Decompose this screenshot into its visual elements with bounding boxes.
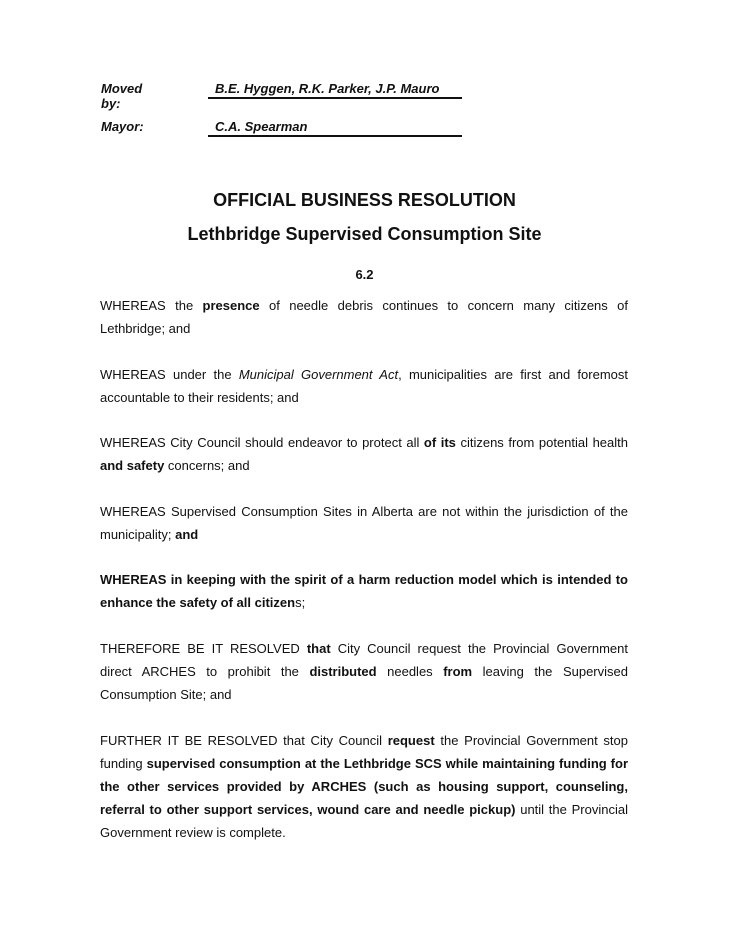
document-title: OFFICIAL BUSINESS RESOLUTION — [213, 190, 516, 210]
text-span: WHEREAS Supervised Consumption Sites in Alberta are not within the jurisdiction of the municipality; — [100, 504, 628, 542]
whereas-paragraph-4 — [100, 500, 628, 546]
whereas-paragraph-1 — [100, 294, 628, 340]
text-span: concerns; and — [164, 458, 250, 473]
further-resolved-paragraph — [100, 729, 628, 844]
text-span: leaving the Supervised Consumption Site; and — [100, 664, 628, 702]
moved-by-value: B.E. Hyggen, R.K. Parker, J.P. Mauro — [208, 81, 462, 99]
whereas-paragraph-2 — [100, 363, 628, 409]
text-span: the Provincial Government stop funding — [100, 733, 629, 771]
text-span: FURTHER IT BE RESOLVED that City Council — [100, 733, 388, 748]
text-span: until the Provincial Government review is complete. — [100, 802, 628, 840]
text-span: s; — [295, 595, 306, 610]
therefore-paragraph — [100, 637, 628, 706]
text-span: of needle debris continues to concern many citizens of Lethbridge; and — [100, 298, 628, 336]
text-span: City Council request the Provincial Government direct ARCHES to prohibit the — [100, 641, 628, 679]
bold-span: supervised consumption at the Lethbridge SCS while maintaining funding for the other services provided by ARCHES (such as housing support, counseling, referral to other support services, wound care and needle pickup) — [100, 756, 628, 817]
bold-span: and safety — [100, 458, 165, 473]
moved-by-label: Moved by: — [101, 81, 143, 111]
text-span: THEREFORE BE IT RESOLVED — [100, 641, 307, 656]
mayor-label: Mayor: — [101, 119, 144, 134]
text-span: WHEREAS under the — [100, 367, 239, 382]
text-span: citizens from potential health — [455, 435, 628, 450]
bold-span: presence — [202, 298, 260, 313]
mayor-value: C.A. Spearman — [208, 119, 462, 137]
bold-span: of its — [423, 435, 456, 450]
bold-span: request — [387, 733, 435, 748]
bold-span: and — [175, 527, 199, 542]
item-number: 6.2 — [355, 267, 374, 282]
document-subtitle: Lethbridge Supervised Consumption Site — [187, 224, 542, 244]
italic-span: Municipal Government Act — [238, 367, 399, 382]
bold-span: WHEREAS in keeping with the spirit of a harm reduction model which is intended to enhance the safety of all citizen — [100, 572, 628, 610]
text-span: WHEREAS the — [100, 298, 203, 313]
whereas-paragraph-5 — [100, 568, 628, 614]
text-span: WHEREAS City Council should endeavor to protect all — [100, 435, 424, 450]
bold-span: from — [443, 664, 473, 679]
text-span: needles — [376, 664, 444, 679]
bold-span: distributed — [309, 664, 377, 679]
whereas-paragraph-3 — [100, 431, 628, 477]
text-span: , municipalities are first and foremost accountable to their residents; and — [100, 367, 628, 405]
bold-span: that — [306, 641, 331, 656]
